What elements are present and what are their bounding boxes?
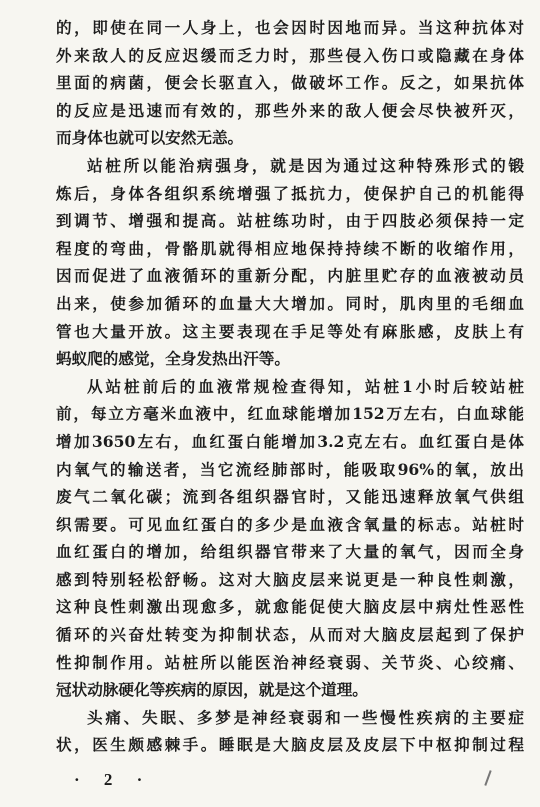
text-line: 因而促进了血液循环的重新分配，内脏里贮存的血液被动员 [56, 266, 524, 286]
text-line: 这种良性刺激出现愈多，就愈能促使大脑皮层中病灶性恶性 [56, 597, 524, 617]
text-line: 管也大量开放。这主要表现在手足等处有麻胀感，皮肤上有 [56, 321, 524, 341]
text-line: 循环的兴奋灶转变为抑制状态，从而对大脑皮层起到了保护 [56, 625, 524, 645]
text-line: 废气二氧化碳；流到各组织器官时，又能迅速释放氧气供组 [56, 487, 524, 507]
text-line: 血红蛋白的增加，给组织器官带来了大量的氧气，因而全身 [56, 542, 524, 562]
text-line: 头痛、失眠、多梦是神经衰弱和一些慢性疾病的主要症 [87, 707, 524, 727]
text-line: 的反应是迅速而有效的，那些外来的敌人便会尽快被歼灭， [56, 100, 524, 120]
text-line: 性抑制作用。站桩所以能医治神经衰弱、关节炎、心绞痛、 [56, 652, 524, 672]
text-line: 内氧气的输送者，当它流经肺部时，能吸取96%的氧，放出 [56, 459, 524, 479]
text-line: 出来，使参加循环的血量大大增加。同时，肌肉里的毛细血 [56, 293, 524, 313]
text-line: 而身体也就可以安然无恙。 [56, 128, 244, 148]
text-line: 感到特别轻松舒畅。这对大脑皮层来说更是一种良性刺激， [56, 569, 524, 589]
text-line: 冠状动脉硬化等疾病的原因，就是这个道理。 [56, 680, 368, 700]
text-line: 炼后，身体各组织系统增强了抵抗力，使保护自己的机能得 [56, 183, 524, 203]
text-line: 的，即使在同一人身上，也会因时因地而异。当这种抗体对 [56, 18, 524, 37]
text-line: 里面的病菌，便会长驱直入，做破坏工作。反之，如果抗体 [56, 73, 524, 93]
text-line: 织需要。可见血红蛋白的多少是血液含氧量的标志。站桩时 [56, 514, 524, 534]
text-line: 增加3650左右，血红蛋白能增加3.2克左右。血红蛋白是体 [56, 431, 524, 451]
text-line: 到调节、增强和提高。站桩练功时，由于四肢必须保持一定 [56, 211, 524, 231]
text-line: 前，每立方毫米血液中，红血球能增加152万左右，白血球能 [56, 404, 524, 424]
text-line: 蚂蚁爬的感觉，全身发热出汗等。 [56, 349, 290, 369]
text-line: 站桩所以能治病强身，就是因为通过这种特殊形式的锻 [87, 155, 524, 175]
scan-mark [484, 770, 491, 786]
page-number: · 2 · [74, 770, 153, 789]
body-text [56, 14, 524, 759]
text-line: 状，医生颇感棘手。睡眠是大脑皮层及皮层下中枢抑制过程 [56, 735, 524, 755]
text-line: 程度的弯曲，骨骼肌就得相应地保持持续不断的收缩作用， [56, 238, 524, 258]
text-line: 外来敌人的反应迟缓而乏力时，那些侵入伤口或隐藏在身体 [56, 45, 524, 65]
text-line: 从站桩前后的血液常规检查得知，站桩1小时后较站桩 [87, 376, 524, 396]
